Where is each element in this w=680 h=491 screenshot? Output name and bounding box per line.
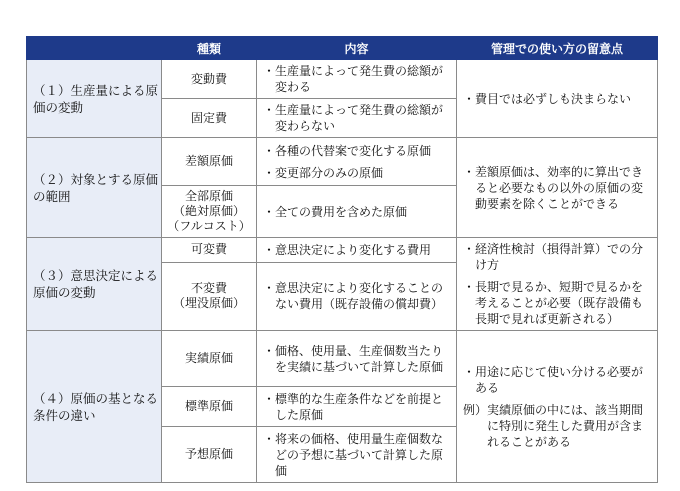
category-cell: （３）意思決定による原価の変動 xyxy=(27,238,162,331)
category-cell: （４）原価の基となる条件の違い xyxy=(27,331,162,483)
content-cell: ・ 標準的な生産条件などを前提とした原価 xyxy=(257,387,457,427)
header-row xyxy=(27,37,658,60)
content-cell: ・ 将来の価格、使用量生産個数などの予想に基づいて計算した原価 xyxy=(257,427,457,483)
type-cell: 標準原価 xyxy=(162,387,257,427)
notes-cell: ・ 費目では必ずしも決まらない xyxy=(457,60,658,138)
type-cell: 可変費 xyxy=(162,238,257,263)
table-row xyxy=(27,238,658,263)
type-cell: 差額原価 xyxy=(162,138,257,186)
content-cell: ・ 全ての費用を含めた原価 xyxy=(257,186,457,238)
category-cell: （２）対象とする原価の範囲 xyxy=(27,138,162,238)
content-cell: ・ 各種の代替案で変化する原価 ・ 変更部分のみの原価 xyxy=(257,138,457,186)
category-cell: （１）生産量による原価の変動 xyxy=(27,60,162,138)
type-cell: 実績原価 xyxy=(162,331,257,387)
header-type: 種類 xyxy=(162,37,257,60)
table-row xyxy=(27,331,658,387)
notes-cell: ・ 経済性検討（損得計算）での分け方 ・ 長期で見るか、短期で見るかを考えることが必要（既存設備も長期で見れば更新される） xyxy=(457,238,658,331)
header-notes: 管理での使い方の留意点 xyxy=(457,37,658,60)
notes-cell: ・ 用途に応じて使い分ける必要がある 例） 実績原価の中には、該当期間に特別に発生した費用が含まれることがある xyxy=(457,331,658,483)
content-cell: ・ 生産量によって発生費の総額が変わらない xyxy=(257,99,457,138)
content-cell: ・ 価格、使用量、生産個数当たりを実績に基づいて計算した原価 xyxy=(257,331,457,387)
content-cell: ・ 意思決定により変化することのない費用（既存設備の償却費） xyxy=(257,262,457,330)
type-cell: 予想原価 xyxy=(162,427,257,483)
header-content: 内容 xyxy=(257,37,457,60)
cost-classification-table xyxy=(26,36,658,483)
table-row xyxy=(27,60,658,99)
type-cell: 変動費 xyxy=(162,60,257,99)
table-row xyxy=(27,138,658,186)
content-cell: ・ 生産量によって発生費の総額が変わる xyxy=(257,60,457,99)
notes-cell: ・ 差額原価は、効率的に算出できると必要なもの以外の原価の変動要素を除くことができる xyxy=(457,138,658,238)
content-cell: ・ 意思決定により変化する費用 xyxy=(257,238,457,263)
type-cell: 固定費 xyxy=(162,99,257,138)
type-cell: 全部原価 （絶対原価） （フルコスト） xyxy=(162,186,257,238)
header-blank xyxy=(27,37,162,60)
type-cell: 不変費 （埋没原価） xyxy=(162,262,257,330)
